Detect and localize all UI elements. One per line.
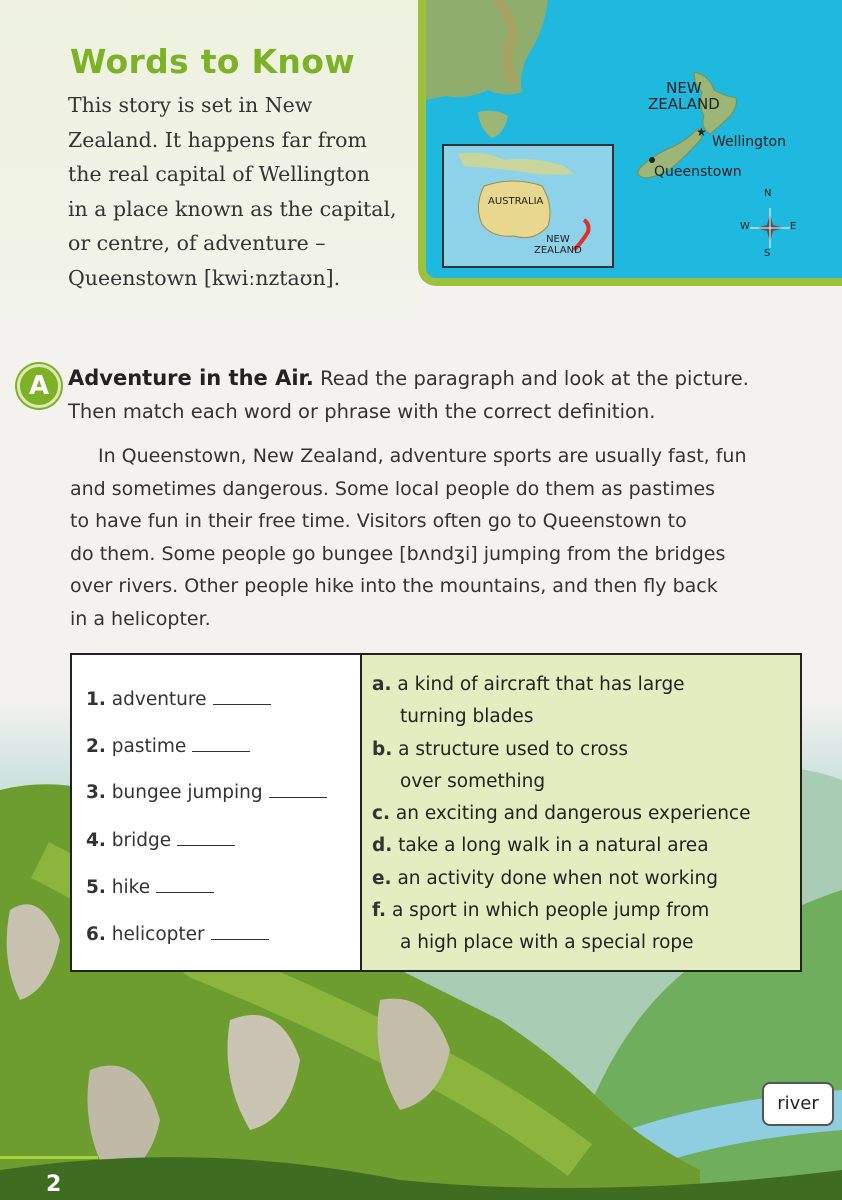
definition-item bbox=[372, 734, 750, 766]
wtk-line: Queenstown [kwiːnztaʊn]. bbox=[68, 265, 341, 290]
section-a-heading bbox=[68, 362, 828, 428]
wellington-label: Wellington bbox=[712, 134, 786, 150]
term-item bbox=[86, 830, 235, 851]
compass-e: E bbox=[790, 221, 797, 232]
answer-blank[interactable] bbox=[177, 844, 235, 846]
term-number: 1. bbox=[86, 689, 106, 710]
reading-paragraph bbox=[70, 440, 790, 635]
section-a-title: Adventure in the Air. bbox=[68, 366, 314, 390]
definition-item bbox=[372, 798, 750, 830]
section-a-instruction: Read the paragraph and look at the picture. bbox=[320, 367, 749, 390]
map-nz-label bbox=[648, 80, 720, 112]
paragraph-line: In Queenstown, New Zealand, adventure sports are usually fast, fun bbox=[98, 445, 747, 467]
terms-column bbox=[72, 655, 362, 970]
answer-blank[interactable] bbox=[156, 891, 214, 893]
river-label: river bbox=[762, 1082, 834, 1126]
term-number: 3. bbox=[86, 782, 106, 803]
answer-blank[interactable] bbox=[213, 703, 271, 705]
term-word: adventure bbox=[111, 689, 207, 710]
inset-nz-label bbox=[534, 234, 582, 256]
definition-letter: f. bbox=[372, 900, 387, 922]
answer-blank[interactable] bbox=[192, 750, 250, 752]
definition-item bbox=[372, 830, 750, 862]
section-a-instruction: Then match each word or phrase with the correct definition. bbox=[68, 400, 656, 423]
inset-australia-label: AUSTRALIA bbox=[488, 196, 544, 207]
map-nz-label-line: NEW bbox=[666, 79, 702, 97]
wellington-star: ★ bbox=[696, 125, 707, 139]
term-item bbox=[86, 782, 327, 803]
compass-n: N bbox=[764, 188, 772, 199]
tasmania bbox=[478, 111, 508, 138]
definition-item bbox=[372, 895, 750, 927]
section-badge: A bbox=[17, 364, 61, 408]
section-a-heading-line bbox=[68, 362, 828, 395]
definitions-column bbox=[362, 655, 800, 970]
inset-islands bbox=[458, 153, 574, 175]
paragraph-line: to have fun in their free time. Visitors often go to Queenstown to bbox=[70, 510, 687, 532]
definition-text: a kind of aircraft that has large bbox=[397, 674, 685, 695]
definition-text: a sport in which people jump from bbox=[391, 900, 710, 922]
definitions-list bbox=[372, 669, 750, 960]
map-nz-label-line: ZEALAND bbox=[648, 95, 720, 113]
definition-letter: e. bbox=[372, 867, 392, 889]
page-number-bar bbox=[0, 1156, 98, 1159]
term-item bbox=[86, 736, 250, 757]
wtk-line: This story is set in New bbox=[68, 93, 313, 117]
definition-letter: b. bbox=[372, 738, 393, 760]
definition-text: a structure used to cross bbox=[398, 738, 629, 760]
term-word: pastime bbox=[111, 736, 187, 757]
definition-continuation: a high place with a special rope bbox=[400, 932, 694, 954]
term-item bbox=[86, 689, 271, 710]
words-to-know-title: Words to Know bbox=[70, 42, 355, 81]
definition-item bbox=[372, 669, 750, 701]
term-number: 6. bbox=[86, 924, 106, 945]
wtk-line: or centre, of adventure – bbox=[68, 231, 326, 255]
inset-nz-label-line: NEW bbox=[546, 234, 570, 245]
term-item bbox=[86, 924, 269, 945]
paragraph-line: and sometimes dangerous. Some local people do them as pastimes bbox=[70, 477, 716, 500]
term-word: bridge bbox=[111, 830, 172, 851]
term-number: 5. bbox=[86, 877, 106, 898]
definition-continuation: turning blades bbox=[400, 706, 534, 728]
queenstown-label: Queenstown bbox=[654, 164, 742, 180]
term-word: helicopter bbox=[111, 924, 205, 945]
words-to-know-text bbox=[68, 88, 408, 295]
matching-table bbox=[70, 653, 802, 972]
compass-rose bbox=[750, 208, 790, 248]
paragraph-line: over rivers. Other people hike into the mountains, and then fly back bbox=[70, 575, 718, 597]
queenstown-dot bbox=[649, 157, 655, 163]
compass-s: S bbox=[764, 248, 771, 259]
australia-coast bbox=[426, 0, 548, 100]
answer-blank[interactable] bbox=[269, 796, 327, 798]
page-number: 2 bbox=[46, 1172, 62, 1197]
new-zealand-map bbox=[418, 0, 842, 286]
definition-text: an exciting and dangerous experience bbox=[395, 803, 751, 825]
wtk-line: Zealand. It happens far from bbox=[68, 127, 367, 152]
definition-text: an activity done when not working bbox=[397, 867, 718, 889]
compass-w: W bbox=[740, 221, 750, 232]
answer-blank[interactable] bbox=[211, 938, 269, 940]
definition-continuation: over something bbox=[400, 770, 546, 792]
term-word: bungee jumping bbox=[111, 782, 263, 803]
inset-nz-label-line: ZEALAND bbox=[534, 245, 582, 256]
term-word: hike bbox=[111, 877, 151, 898]
definition-text: take a long walk in a natural area bbox=[398, 835, 709, 857]
term-number: 2. bbox=[86, 736, 106, 757]
definition-letter: c. bbox=[372, 803, 390, 825]
term-number: 4. bbox=[86, 830, 106, 851]
region-inset-map bbox=[442, 144, 614, 268]
paragraph-line: do them. Some people go bungee [bʌndʒi] jumping from the bridges bbox=[70, 542, 726, 565]
definition-letter: a. bbox=[372, 674, 392, 695]
wtk-line: in a place known as the capital, bbox=[68, 196, 397, 221]
term-item bbox=[86, 877, 214, 898]
inset-australia bbox=[478, 181, 550, 238]
wtk-line: the real capital of Wellington bbox=[68, 162, 370, 186]
definition-letter: d. bbox=[372, 835, 393, 857]
definition-item bbox=[372, 863, 750, 895]
paragraph-line: in a helicopter. bbox=[70, 607, 211, 630]
